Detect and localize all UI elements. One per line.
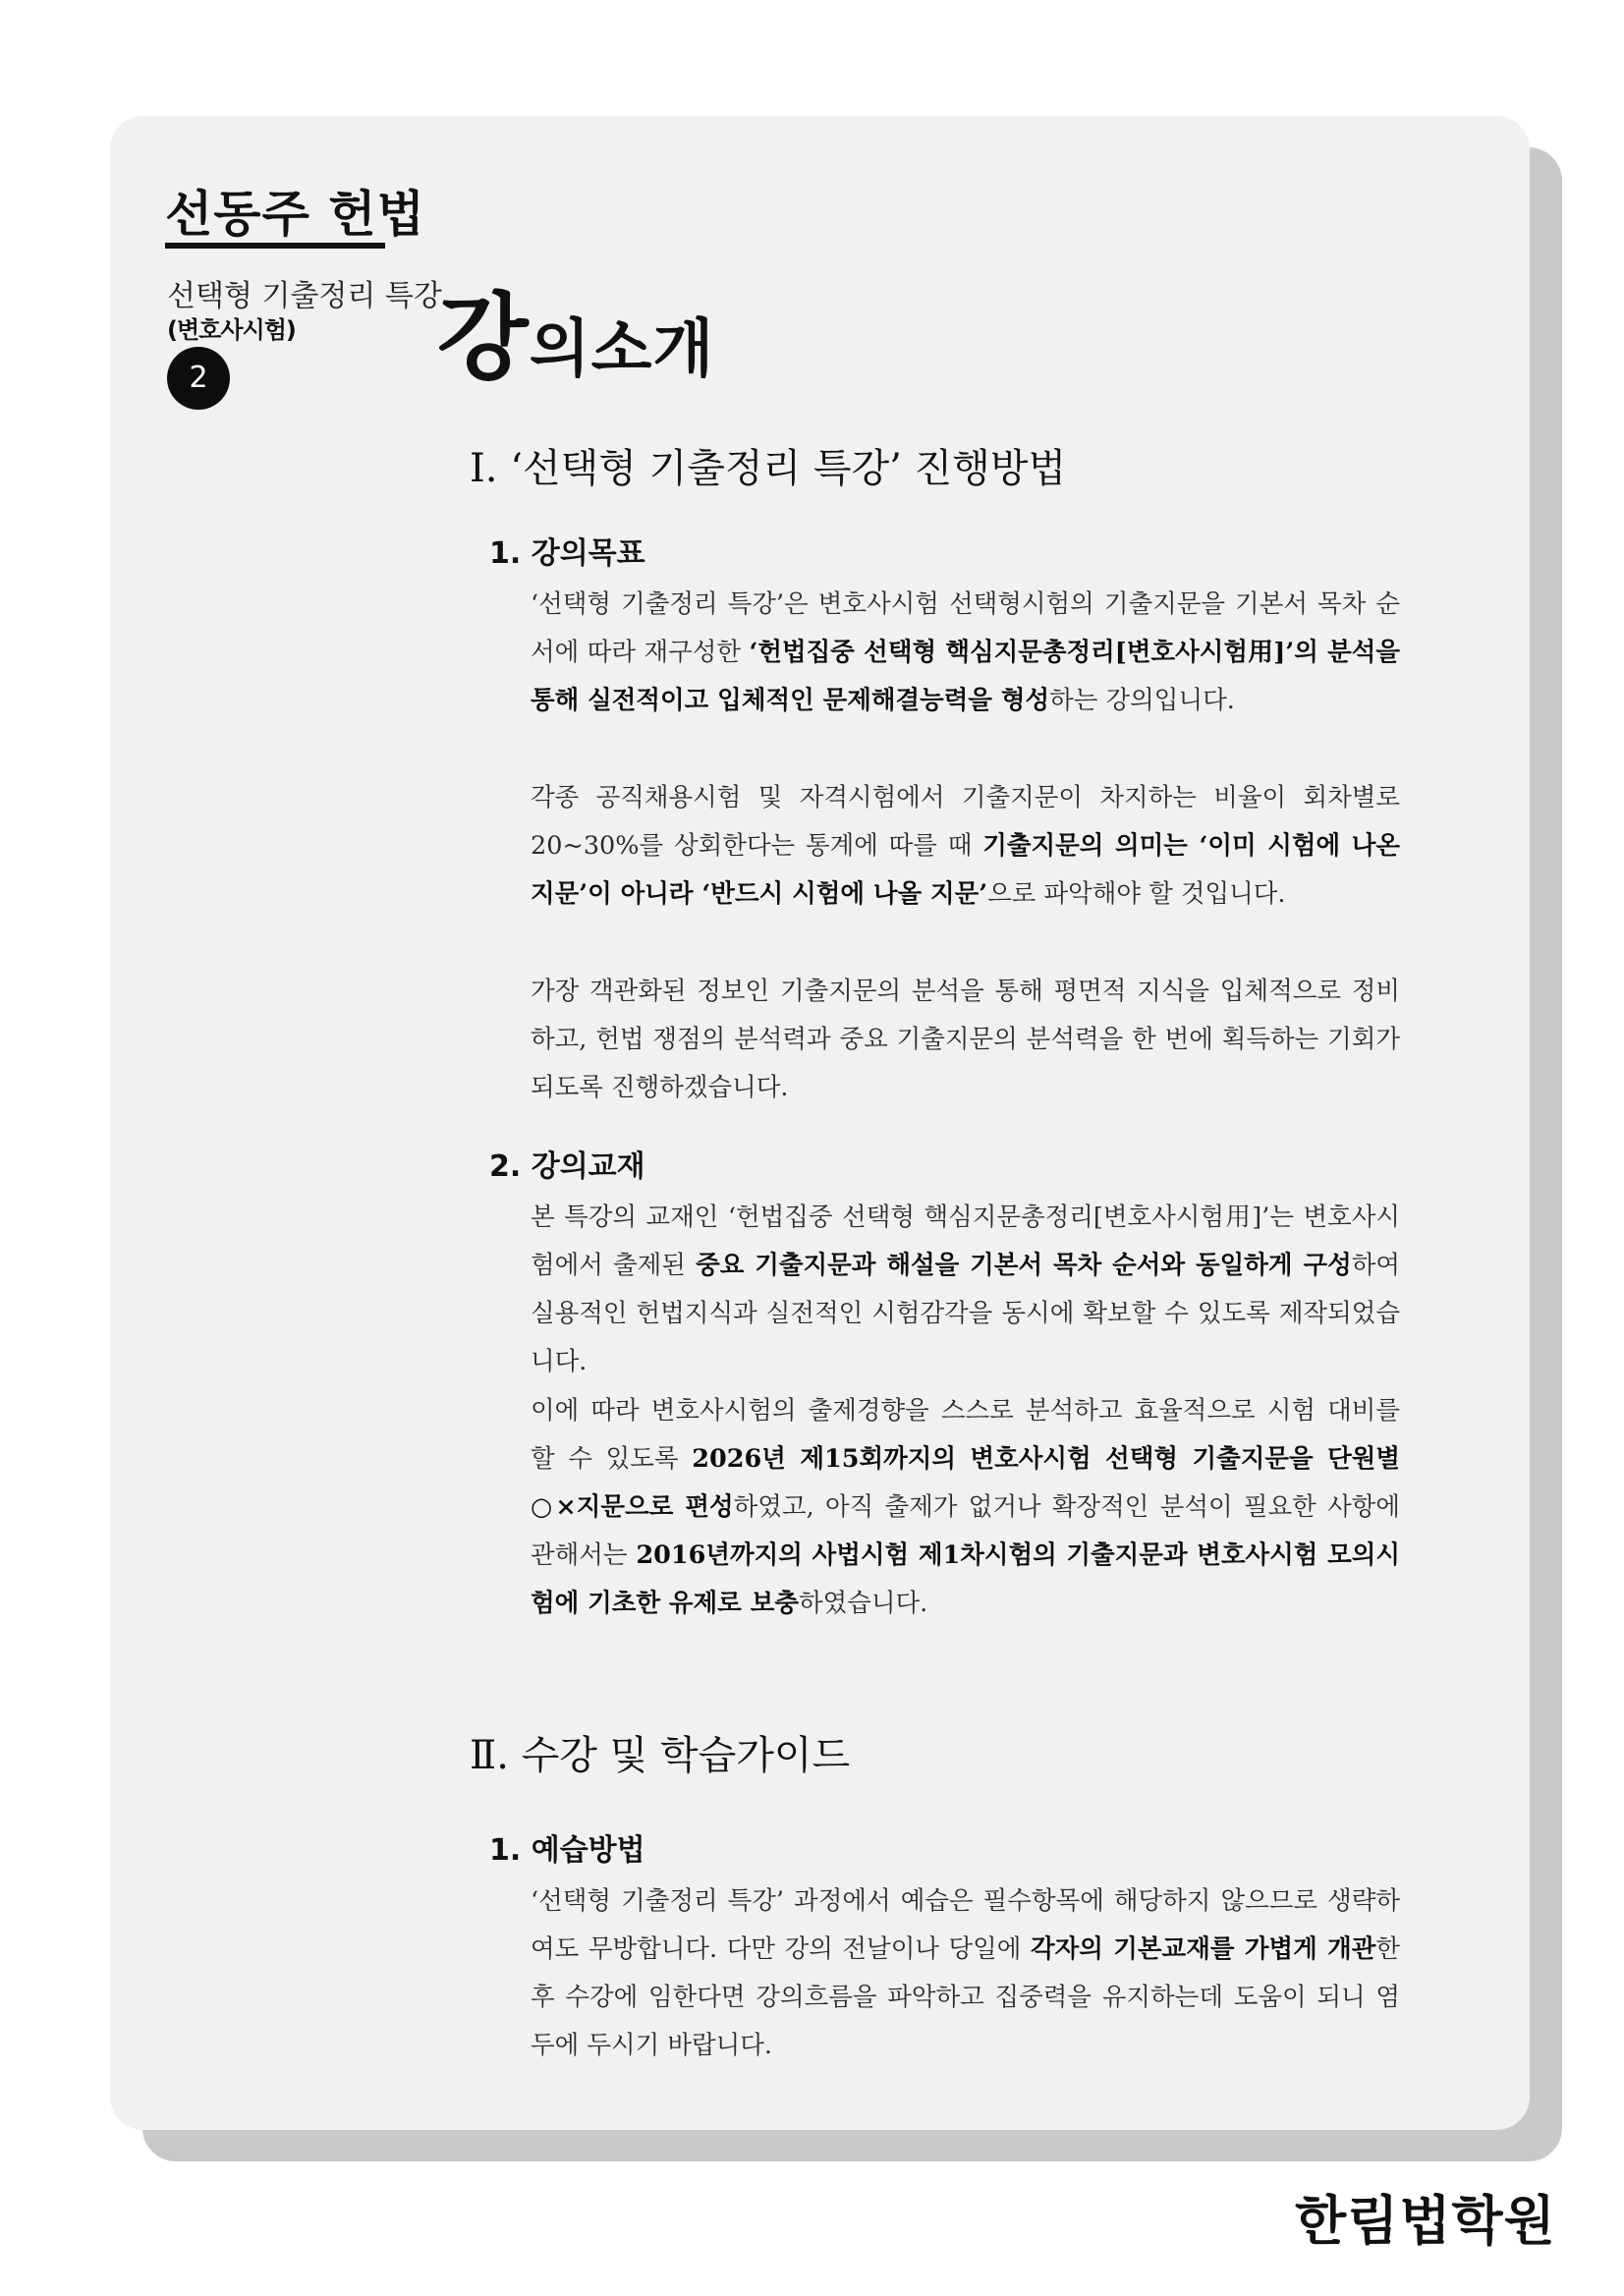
bold-run: 기출지문의 의미는 ‘이미 시험에 나온 지문’이 아니라 ‘반드시 시험에 나올 지문’ bbox=[531, 831, 1401, 909]
text-run: 하였고, 아직 출제가 없거나 확장적인 분석이 필요한 사항에 관해서는 bbox=[531, 1492, 1400, 1570]
bold-run: 각자의 기본교재를 가볍게 개관 bbox=[1031, 1934, 1376, 1964]
text-run: 하여 실용적인 헌법지식과 실전적인 시험감각을 동시에 확보할 수 있도록 제작되었습니다. bbox=[531, 1251, 1400, 1376]
prep-heading: 1. 예습방법 bbox=[489, 1833, 645, 1868]
textbook-paragraph-2 bbox=[531, 1387, 1400, 1628]
brand-underline bbox=[165, 243, 385, 249]
textbook-paragraph-1 bbox=[531, 1194, 1400, 1386]
brand-title: 선동주 헌법 bbox=[165, 186, 425, 243]
text-run: 한 후 수강에 임한다면 강의흐름을 파악하고 집중력을 유지하는데 도움이 되니 염두에 두시기 바랍니다. bbox=[531, 1934, 1400, 2060]
text-run: 본 특강의 교재인 ‘헌법집중 선택형 핵심지문총정리[변호사시험用]’는 변호사시험에서 출제된 bbox=[531, 1203, 1400, 1280]
prep-paragraph-1 bbox=[531, 1877, 1400, 2070]
page-number-badge: 2 bbox=[167, 347, 230, 410]
academy-logo: 한림법학원 bbox=[1295, 2190, 1556, 2252]
bold-run: 중요 기출지문과 해설을 기본서 목차 순서와 동일하게 구성 bbox=[696, 1251, 1352, 1280]
course-name: 선택형 기출정리 특강 bbox=[167, 279, 442, 313]
text-run: ‘선택형 기출정리 특강’은 변호사시험 선택형시험의 기출지문을 기본서 목차 순서에 따라 재구성한 bbox=[531, 589, 1400, 667]
text-run: 각종 공직채용시험 및 자격시험에서 기출지문이 차지하는 비율이 회차별로 20~30%를 상회한다는 통계에 따를 때 bbox=[531, 783, 1400, 861]
bold-run: 2016년까지의 사법시험 제1차시험의 기출지문과 변호사시험 모의시험에 기초한 유제로 보충 bbox=[531, 1540, 1400, 1618]
text-run: 하는 강의입니다. bbox=[1049, 686, 1235, 715]
goal-heading: 1. 강의목표 bbox=[489, 536, 645, 571]
goal-paragraph-3: 가장 객관화된 정보인 기출지문의 분석을 통해 평면적 지식을 입체적으로 정비하고, 헌법 쟁점의 분석력과 중요 기출지문의 분석력을 한 번에 획득하는 기회가 되도록 진행하겠습니다. bbox=[531, 977, 1400, 1102]
section-1-heading: Ⅰ. ‘선택형 기출정리 특강’ 진행방법 bbox=[470, 446, 1067, 491]
section-2-heading: Ⅱ. 수강 및 학습가이드 bbox=[470, 1733, 851, 1778]
lecture-intro-title bbox=[437, 263, 714, 398]
text-run: 하였습니다. bbox=[798, 1589, 928, 1618]
course-subtitle: (변호사시험) bbox=[167, 316, 296, 344]
text-run: 이에 따라 변호사시험의 출제경향을 스스로 분석하고 효율적으로 시험 대비를 할 수 있도록 bbox=[531, 1396, 1400, 1474]
text-run: 으로 파악해야 할 것입니다. bbox=[987, 879, 1286, 909]
goal-paragraph-2 bbox=[531, 774, 1400, 919]
text-run: ‘선택형 기출정리 특강’ 과정에서 예습은 필수항목에 해당하지 않으므로 생략하여도 무방합니다. 다만 강의 전날이나 당일에 bbox=[531, 1886, 1400, 1964]
intro-title-first-char: 강 bbox=[437, 282, 530, 393]
content-card bbox=[110, 116, 1530, 2130]
bold-run: 2026년 제15회까지의 변호사시험 선택형 기출지문을 단원별 ○×지문으로 편성 bbox=[531, 1444, 1400, 1522]
goal-paragraph-1 bbox=[531, 581, 1400, 725]
intro-title-rest: 의소개 bbox=[529, 312, 715, 386]
bold-run: ‘헌법집중 선택형 핵심지문총정리[변호사시험用]’의 분석을 통해 실전적이고 입체적인 문제해결능력을 형성 bbox=[531, 638, 1400, 715]
textbook-heading: 2. 강의교재 bbox=[489, 1149, 645, 1184]
